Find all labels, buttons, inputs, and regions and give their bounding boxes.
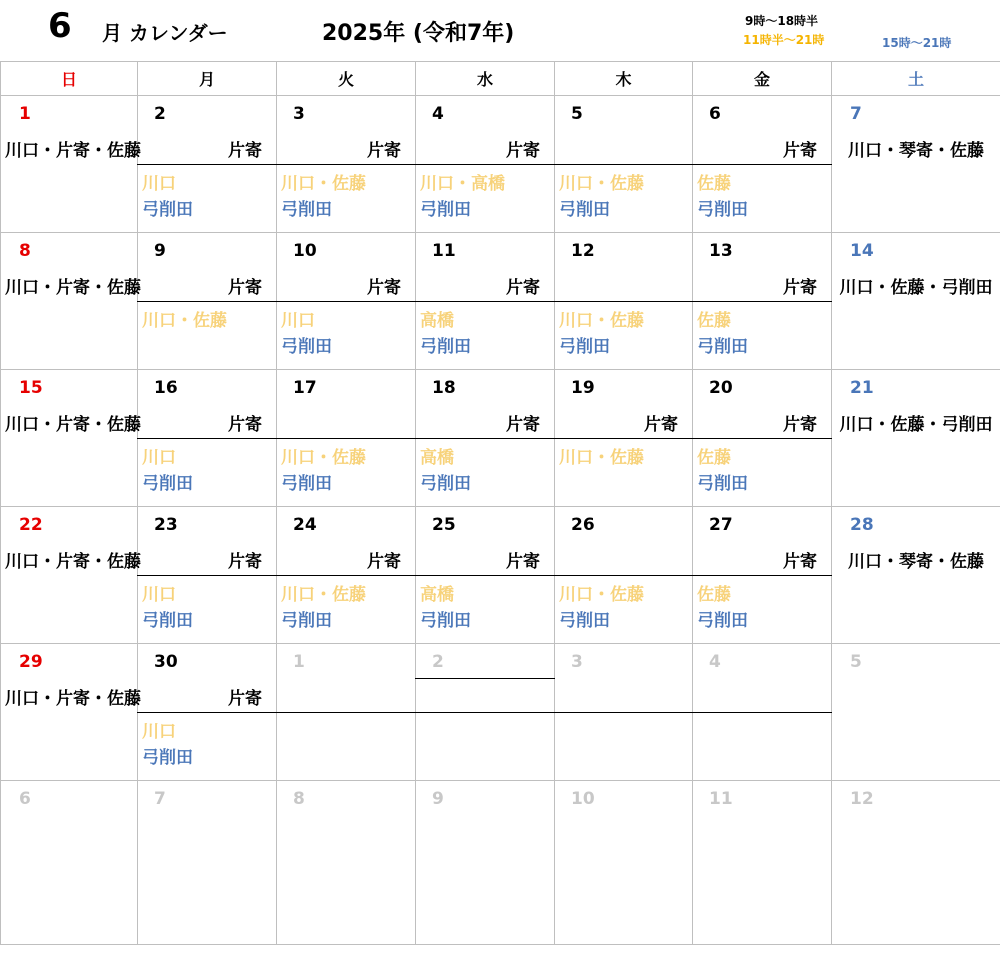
shift-divider — [415, 712, 555, 713]
day-number: 4 — [709, 652, 721, 672]
day-number: 16 — [154, 378, 178, 398]
day-shift-staff: 川口・片寄・佐藤 — [5, 689, 141, 709]
day-cell[interactable] — [277, 644, 416, 781]
shift-divider — [276, 712, 416, 713]
month-number: 6 — [48, 6, 72, 46]
day-shift-staff: 片寄 — [644, 415, 678, 435]
day-cell[interactable] — [277, 507, 416, 644]
late-shift-staff: 弓削田 — [697, 200, 748, 220]
day-shift-staff: 川口・片寄・佐藤 — [5, 552, 141, 572]
mid-shift-staff: 川口 — [142, 585, 176, 605]
day-cell[interactable] — [138, 96, 277, 233]
day-number: 2 — [154, 104, 166, 124]
late-shift-staff: 弓削田 — [697, 337, 748, 357]
weekday-saturday: 土 — [832, 62, 1000, 96]
mid-shift-staff: 川口 — [142, 448, 176, 468]
mid-shift-staff: 佐藤 — [697, 585, 731, 605]
day-cell[interactable] — [1, 507, 141, 644]
day-shift-staff: 片寄 — [367, 141, 401, 161]
day-number: 13 — [709, 241, 733, 261]
late-shift-staff: 弓削田 — [559, 337, 610, 357]
day-cell[interactable] — [555, 781, 693, 945]
shift-divider — [554, 164, 693, 165]
day-number: 11 — [432, 241, 456, 261]
day-shift-staff: 川口・佐藤・弓削田 — [839, 415, 993, 435]
calendar-label: 月 カレンダー — [102, 21, 228, 45]
mid-shift-staff: 川口・佐藤 — [281, 585, 366, 605]
year-label: 2025年 (令和7年) — [322, 21, 515, 46]
late-shift-staff: 弓削田 — [420, 611, 471, 631]
week-row — [1, 370, 1000, 507]
day-shift-staff: 片寄 — [228, 141, 262, 161]
day-number: 10 — [293, 241, 317, 261]
day-cell[interactable] — [138, 507, 277, 644]
day-number: 14 — [850, 241, 874, 261]
shift-divider — [276, 438, 416, 439]
day-number: 10 — [571, 789, 595, 809]
mid-shift-staff: 川口 — [142, 174, 176, 194]
shift-divider — [276, 301, 416, 302]
day-shift-staff: 片寄 — [506, 415, 540, 435]
day-number: 21 — [850, 378, 874, 398]
weekday-header-row — [1, 62, 1000, 96]
shift-legend-day: 9時～18時半 — [745, 14, 819, 28]
day-number: 6 — [19, 789, 31, 809]
shift-divider — [692, 575, 832, 576]
late-shift-staff: 弓削田 — [559, 611, 610, 631]
shift-divider — [137, 438, 277, 439]
mid-shift-staff: 川口・高橋 — [420, 174, 505, 194]
day-number: 7 — [154, 789, 166, 809]
day-cell[interactable] — [693, 233, 832, 370]
day-number: 6 — [709, 104, 721, 124]
shift-divider — [276, 164, 416, 165]
weekday-wednesday: 水 — [416, 62, 555, 96]
mid-shift-staff: 川口 — [281, 311, 315, 331]
day-number: 3 — [571, 652, 583, 672]
week-row — [1, 96, 1000, 233]
weekday-friday: 金 — [693, 62, 832, 96]
day-shift-staff: 川口・琴寄・佐藤 — [848, 552, 984, 572]
late-shift-staff: 弓削田 — [281, 337, 332, 357]
weekday-sunday: 日 — [1, 62, 138, 96]
late-shift-staff: 弓削田 — [142, 748, 193, 768]
day-number: 29 — [19, 652, 43, 672]
day-cell[interactable] — [832, 781, 1000, 945]
day-cell[interactable] — [416, 644, 555, 781]
day-number: 22 — [19, 515, 43, 535]
day-number: 25 — [432, 515, 456, 535]
day-cell[interactable] — [693, 96, 832, 233]
day-shift-staff: 川口・片寄・佐藤 — [5, 141, 141, 161]
shift-divider — [415, 301, 555, 302]
mid-shift-staff: 高橋 — [420, 585, 454, 605]
late-shift-staff: 弓削田 — [697, 611, 748, 631]
late-shift-staff: 弓削田 — [420, 200, 471, 220]
day-shift-staff: 片寄 — [506, 141, 540, 161]
shift-divider — [554, 301, 693, 302]
mid-shift-staff: 川口・佐藤 — [559, 311, 644, 331]
day-cell[interactable] — [693, 781, 832, 945]
mid-shift-staff: 川口・佐藤 — [559, 174, 644, 194]
day-shift-staff: 片寄 — [783, 415, 817, 435]
calendar-grid — [0, 61, 1000, 945]
shift-divider — [415, 164, 555, 165]
day-cell[interactable] — [138, 233, 277, 370]
day-cell[interactable] — [138, 644, 277, 781]
shift-divider — [554, 438, 693, 439]
mid-shift-staff: 佐藤 — [697, 174, 731, 194]
late-shift-staff: 弓削田 — [281, 611, 332, 631]
late-shift-staff: 弓削田 — [142, 611, 193, 631]
day-cell[interactable] — [277, 233, 416, 370]
late-shift-staff: 弓削田 — [142, 200, 193, 220]
weekday-thursday: 木 — [555, 62, 693, 96]
day-cell[interactable] — [555, 370, 693, 507]
late-shift-staff: 弓削田 — [420, 474, 471, 494]
day-number: 1 — [19, 104, 31, 124]
day-cell[interactable] — [693, 644, 832, 781]
calendar-header — [0, 0, 1000, 60]
late-shift-staff: 弓削田 — [281, 474, 332, 494]
shift-divider — [415, 438, 555, 439]
shift-divider — [692, 301, 832, 302]
day-cell[interactable] — [832, 233, 1000, 370]
shift-divider — [692, 164, 832, 165]
day-shift-staff: 川口・片寄・佐藤 — [5, 278, 141, 298]
day-cell[interactable] — [416, 781, 555, 945]
day-number: 5 — [850, 652, 862, 672]
day-shift-staff: 片寄 — [228, 689, 262, 709]
shift-divider — [137, 575, 277, 576]
day-number: 1 — [293, 652, 305, 672]
day-number: 7 — [850, 104, 862, 124]
day-number: 9 — [154, 241, 166, 261]
day-cell[interactable] — [1, 233, 141, 370]
day-shift-staff: 片寄 — [783, 141, 817, 161]
late-shift-staff: 弓削田 — [697, 474, 748, 494]
shift-divider — [554, 575, 693, 576]
late-shift-staff: 弓削田 — [420, 337, 471, 357]
mid-shift-staff: 高橋 — [420, 448, 454, 468]
shift-divider — [692, 438, 832, 439]
day-cell[interactable] — [832, 507, 1000, 644]
weekday-tuesday: 火 — [277, 62, 416, 96]
day-cell[interactable] — [832, 644, 1000, 781]
day-cell[interactable] — [1, 370, 141, 507]
day-shift-staff: 片寄 — [228, 415, 262, 435]
shift-legend-mid: 11時半～21時 — [743, 33, 825, 47]
day-shift-staff: 片寄 — [228, 278, 262, 298]
day-shift-staff: 片寄 — [228, 552, 262, 572]
day-number: 2 — [432, 652, 444, 672]
day-number: 18 — [432, 378, 456, 398]
day-number: 12 — [571, 241, 595, 261]
day-cell[interactable] — [277, 781, 416, 945]
shift-divider — [137, 164, 277, 165]
late-shift-staff: 弓削田 — [281, 200, 332, 220]
mid-shift-staff: 川口 — [142, 722, 176, 742]
day-cell[interactable] — [416, 233, 555, 370]
day-number: 28 — [850, 515, 874, 535]
day-cell[interactable] — [832, 370, 1000, 507]
day-shift-staff: 片寄 — [783, 552, 817, 572]
day-cell[interactable] — [693, 370, 832, 507]
day-shift-staff: 川口・片寄・佐藤 — [5, 415, 141, 435]
day-number: 19 — [571, 378, 595, 398]
day-cell[interactable] — [832, 96, 1000, 233]
shift-divider — [415, 678, 555, 679]
late-shift-staff: 弓削田 — [142, 474, 193, 494]
day-cell[interactable] — [416, 507, 555, 644]
day-cell[interactable] — [416, 370, 555, 507]
day-number: 11 — [709, 789, 733, 809]
day-shift-staff: 片寄 — [506, 278, 540, 298]
day-shift-staff: 片寄 — [367, 552, 401, 572]
day-cell[interactable] — [555, 507, 693, 644]
weekday-monday: 月 — [138, 62, 277, 96]
mid-shift-staff: 川口・佐藤 — [281, 448, 366, 468]
shift-divider — [554, 712, 693, 713]
day-cell[interactable] — [1, 781, 138, 945]
day-number: 5 — [571, 104, 583, 124]
week-row — [1, 644, 1000, 781]
shift-divider — [137, 712, 277, 713]
day-number: 30 — [154, 652, 178, 672]
day-number: 8 — [293, 789, 305, 809]
mid-shift-staff: 川口・佐藤 — [559, 585, 644, 605]
mid-shift-staff: 佐藤 — [697, 311, 731, 331]
day-number: 27 — [709, 515, 733, 535]
day-shift-staff: 片寄 — [506, 552, 540, 572]
day-cell[interactable] — [277, 96, 416, 233]
day-cell[interactable] — [138, 370, 277, 507]
late-shift-staff: 弓削田 — [559, 200, 610, 220]
mid-shift-staff: 高橋 — [420, 311, 454, 331]
day-number: 4 — [432, 104, 444, 124]
day-number: 24 — [293, 515, 317, 535]
day-number: 15 — [19, 378, 43, 398]
shift-legend-late: 15時～21時 — [882, 36, 952, 50]
day-cell[interactable] — [555, 233, 693, 370]
day-number: 17 — [293, 378, 317, 398]
day-cell[interactable] — [1, 644, 141, 781]
mid-shift-staff: 川口・佐藤 — [142, 311, 227, 331]
day-cell[interactable] — [1, 96, 141, 233]
day-number: 12 — [850, 789, 874, 809]
day-number: 8 — [19, 241, 31, 261]
shift-divider — [692, 712, 832, 713]
week-row — [1, 507, 1000, 644]
day-shift-staff: 川口・琴寄・佐藤 — [848, 141, 984, 161]
day-number: 26 — [571, 515, 595, 535]
day-number: 9 — [432, 789, 444, 809]
week-row — [1, 781, 1000, 945]
day-cell[interactable] — [138, 781, 277, 945]
day-shift-staff: 片寄 — [367, 278, 401, 298]
day-number: 23 — [154, 515, 178, 535]
week-row — [1, 233, 1000, 370]
mid-shift-staff: 川口・佐藤 — [559, 448, 644, 468]
day-shift-staff: 川口・佐藤・弓削田 — [839, 278, 993, 298]
shift-divider — [415, 575, 555, 576]
day-number: 3 — [293, 104, 305, 124]
shift-divider — [276, 575, 416, 576]
day-number: 20 — [709, 378, 733, 398]
day-cell[interactable] — [693, 507, 832, 644]
day-shift-staff: 片寄 — [783, 278, 817, 298]
shift-divider — [137, 301, 277, 302]
mid-shift-staff: 佐藤 — [697, 448, 731, 468]
day-cell[interactable] — [277, 370, 416, 507]
day-cell[interactable] — [555, 96, 693, 233]
day-cell[interactable] — [416, 96, 555, 233]
day-cell[interactable] — [555, 644, 693, 781]
mid-shift-staff: 川口・佐藤 — [281, 174, 366, 194]
